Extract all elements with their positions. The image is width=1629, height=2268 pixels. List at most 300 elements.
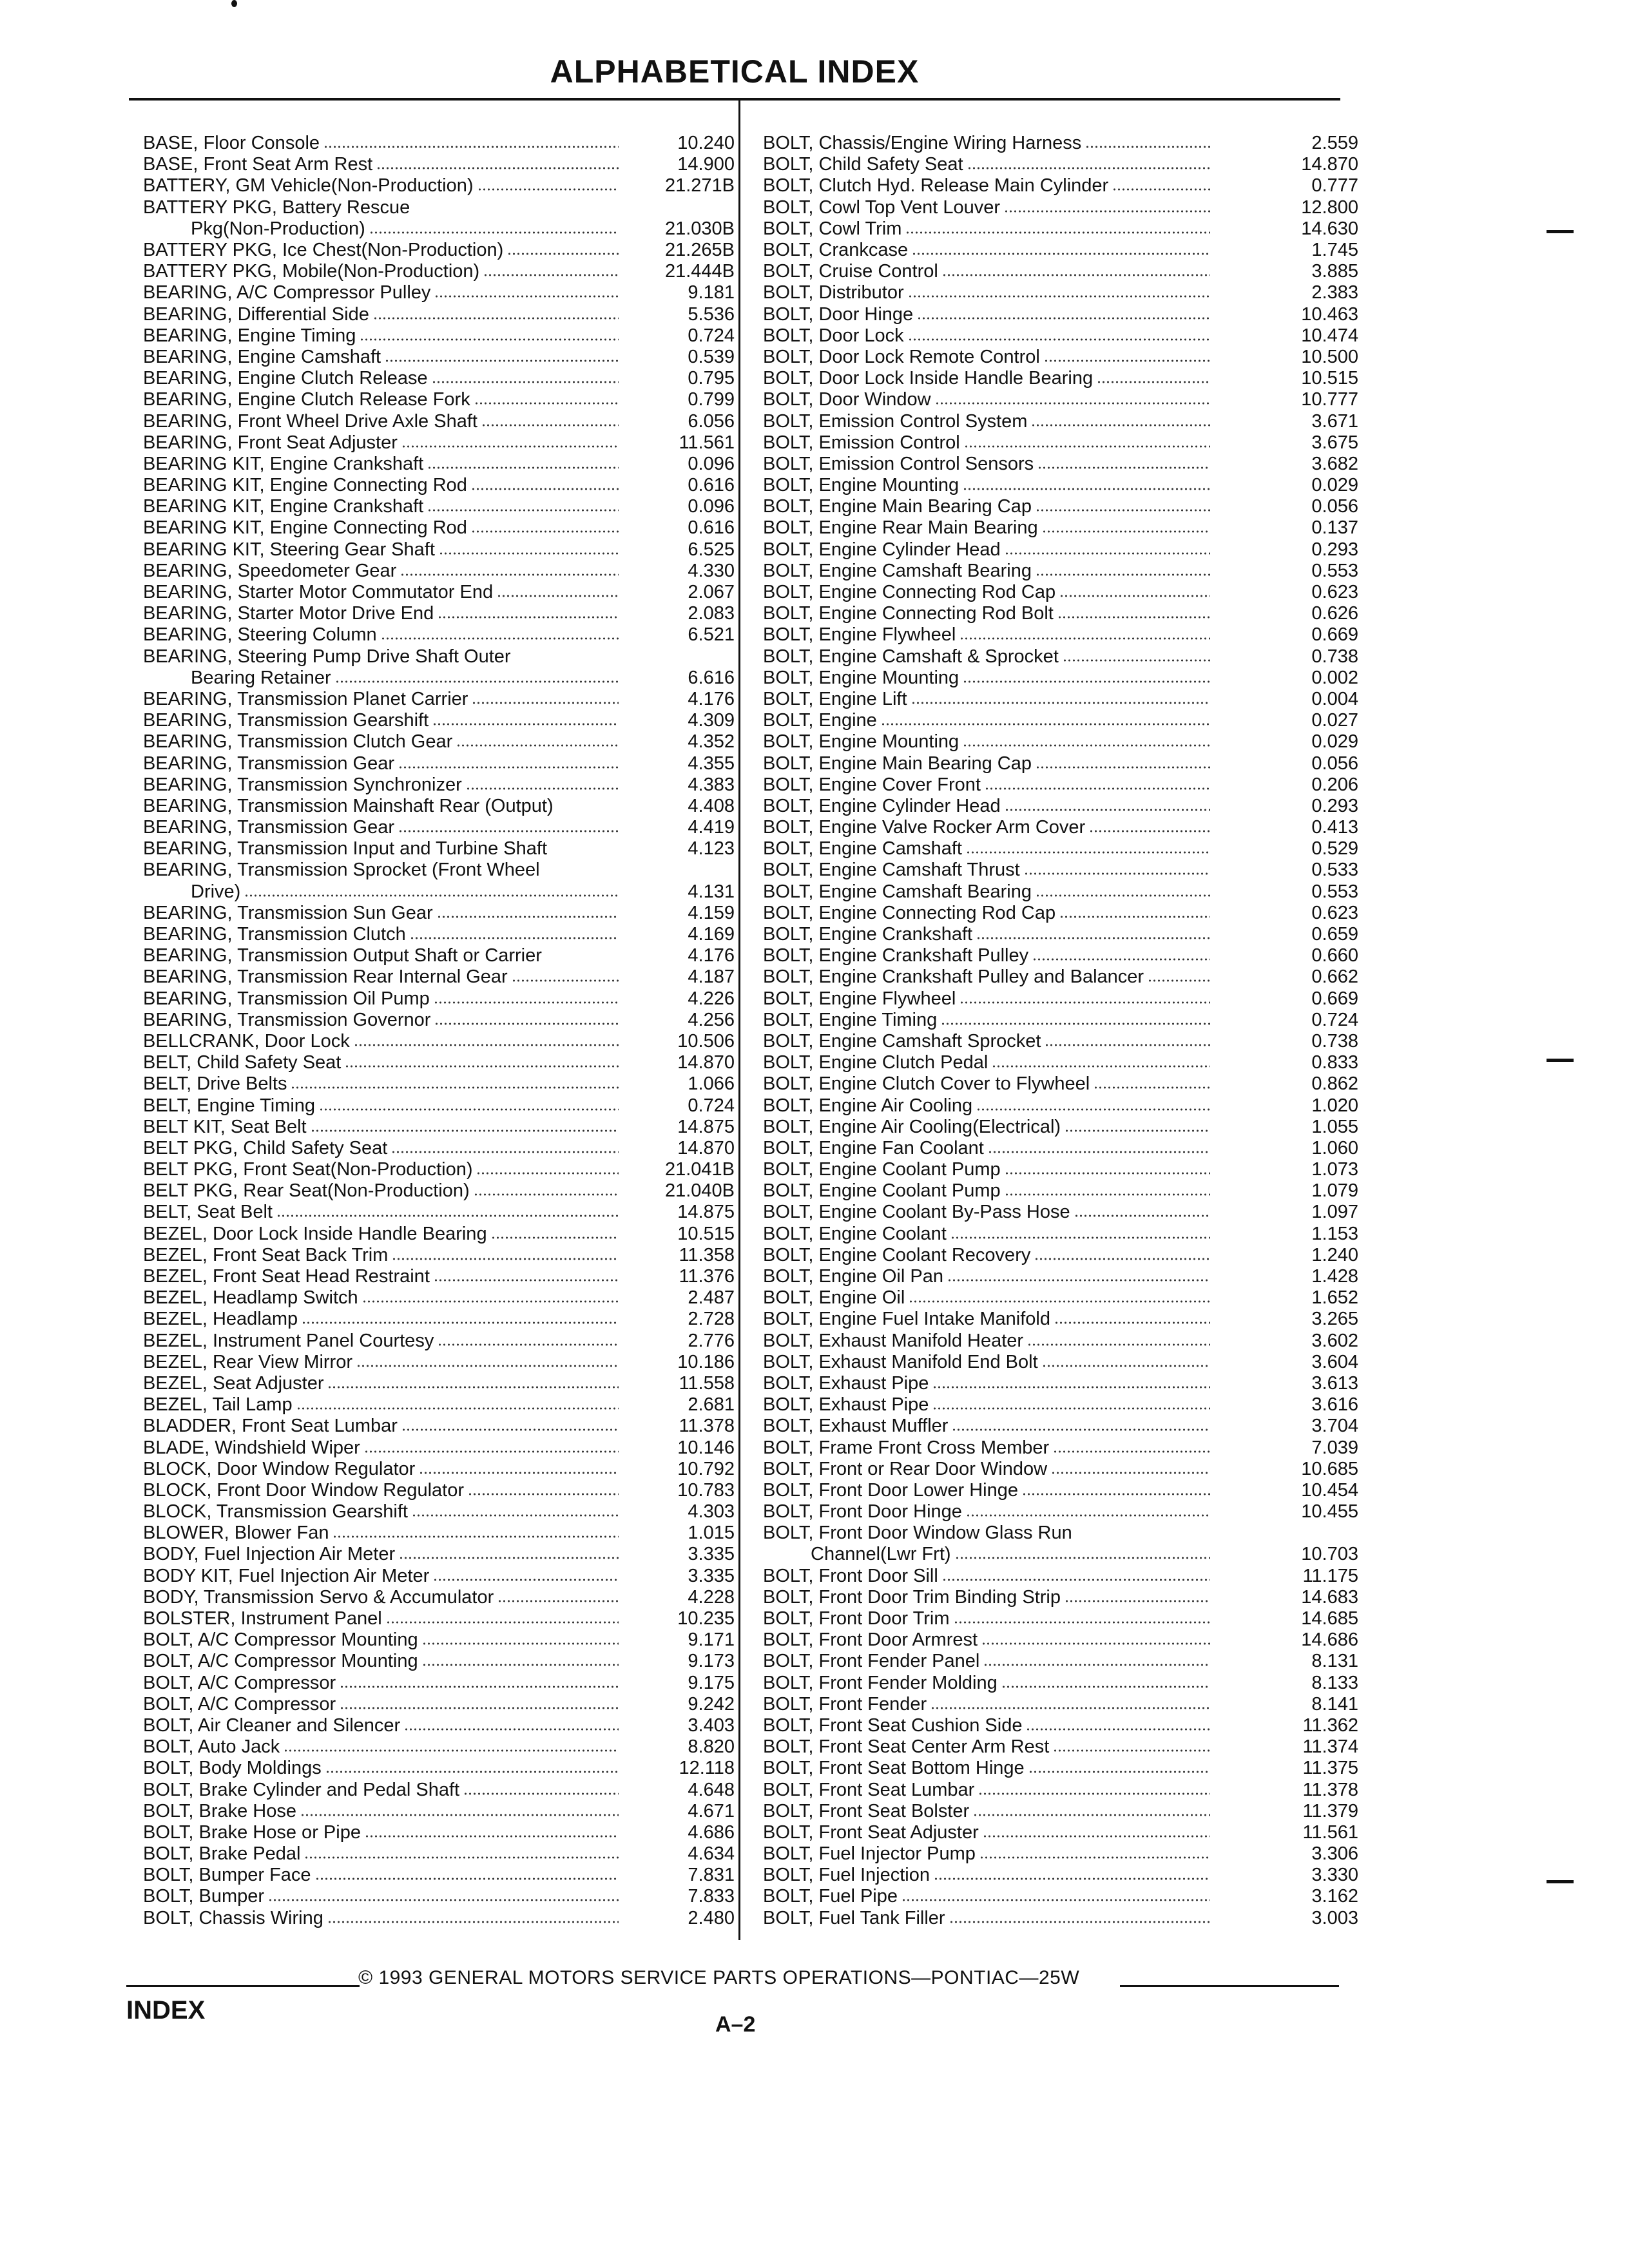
entry-reference-number: 1.015 [688, 1523, 735, 1544]
index-entry [763, 1907, 1358, 1928]
footer-rule-right [1120, 1985, 1339, 1987]
entry-description: BOLT, Engine Coolant Pump [763, 1159, 1001, 1180]
index-entry [143, 303, 735, 325]
dot-leader [472, 688, 619, 705]
index-entry [763, 1265, 1358, 1287]
entry-reference-number: 4.187 [688, 966, 735, 988]
entry-description: BOLT, Engine Camshaft & Sprocket [763, 646, 1059, 667]
index-entry [143, 260, 735, 282]
entry-reference-number: 8.820 [688, 1736, 735, 1758]
entry-description: BOLT, Chassis/Engine Wiring Harness [763, 133, 1082, 154]
index-entry [763, 1843, 1358, 1864]
index-entry [143, 581, 735, 602]
index-entry [143, 1223, 735, 1244]
entry-description: BOLT, Engine Connecting Rod Cap [763, 582, 1056, 603]
dot-leader [398, 752, 619, 769]
dot-leader [491, 1223, 619, 1240]
index-column-left [143, 132, 735, 1928]
index-entry [143, 902, 735, 923]
index-entry [763, 1778, 1358, 1800]
index-entry [143, 1458, 735, 1479]
entry-description: BOLT, Front Door Trim Binding Strip [763, 1586, 1061, 1608]
index-entry [763, 859, 1358, 880]
dot-leader [333, 1522, 619, 1539]
index-entry [143, 1372, 735, 1394]
entry-description: BEARING, Front Seat Adjuster [143, 432, 398, 453]
entry-reference-number: 21.265B [664, 240, 735, 261]
entry-reference-number: 1.055 [1311, 1116, 1358, 1137]
index-entry [143, 624, 735, 645]
dot-leader [327, 1907, 619, 1924]
index-entry [143, 752, 735, 773]
index-entry [143, 1436, 735, 1457]
entry-reference-number: 0.623 [1311, 582, 1358, 603]
dot-leader [381, 624, 619, 640]
entry-description: BOLT, Engine Oil Pan [763, 1266, 943, 1287]
entry-reference-number: 4.309 [688, 710, 735, 731]
dot-leader [912, 239, 1210, 256]
entry-reference-number: 11.358 [679, 1244, 735, 1265]
entry-reference-number: 6.056 [688, 410, 735, 432]
entry-description: BOLT, Brake Pedal [143, 1843, 301, 1865]
entry-reference-number: 2.559 [1311, 133, 1358, 154]
index-entry [763, 646, 1358, 667]
index-entry [143, 1158, 735, 1180]
entry-description: BOLT, Brake Hose [143, 1800, 297, 1821]
index-entry [763, 1308, 1358, 1329]
index-entry [143, 1522, 735, 1543]
index-entry [143, 966, 735, 987]
entry-description: BEZEL, Rear View Mirror [143, 1351, 352, 1372]
index-entry [763, 1608, 1358, 1629]
index-entry [143, 1265, 735, 1287]
index-entry [143, 453, 735, 474]
entry-description: BOLT, Door Window [763, 389, 931, 410]
entry-description: BEARING, Starter Motor Commutator End [143, 582, 494, 603]
dot-leader [983, 1821, 1210, 1838]
dot-leader [365, 1821, 619, 1838]
entry-description: BODY KIT, Fuel Injection Air Meter [143, 1565, 430, 1586]
entry-description: BEARING KIT, Engine Crankshaft [143, 453, 424, 474]
entry-description: BEARING, Transmission Planet Carrier [143, 688, 468, 709]
entry-description: BELT, Drive Belts [143, 1073, 287, 1095]
entry-description: BOLT, Engine Connecting Rod Cap [763, 902, 1056, 923]
index-entry [763, 539, 1358, 560]
entry-reference-number: 0.724 [688, 1095, 735, 1116]
index-entry [143, 1843, 735, 1864]
entry-reference-number: 3.616 [1311, 1394, 1358, 1416]
index-entry [143, 1672, 735, 1693]
entry-description: BEARING, Transmission Sprocket (Front Wheel [143, 860, 540, 881]
entry-reference-number: 21.040B [664, 1180, 735, 1202]
dot-leader [546, 945, 619, 961]
dot-leader [354, 1030, 619, 1047]
entry-description: BOLT, Engine Cylinder Head [763, 795, 1001, 816]
dot-leader [438, 602, 619, 619]
entry-description: BOLT, Emission Control Sensors [763, 453, 1034, 474]
dot-leader [557, 795, 619, 812]
entry-reference-number: 3.003 [1311, 1907, 1358, 1928]
entry-reference-number: 11.374 [1302, 1736, 1358, 1758]
dot-leader [979, 1843, 1210, 1860]
index-entry [763, 838, 1358, 859]
dot-leader [422, 1629, 619, 1646]
entry-description: BEARING, Transmission Synchronizer [143, 774, 462, 795]
entry-reference-number: 0.660 [1311, 945, 1358, 966]
index-entry [143, 1180, 735, 1201]
dot-leader [881, 709, 1210, 726]
dot-leader [412, 1501, 619, 1517]
entry-reference-number: 21.041B [664, 1159, 735, 1180]
entry-description: BOLT, Engine Lift [763, 688, 907, 709]
index-entry [763, 1800, 1358, 1821]
entry-reference-number: 0.724 [1311, 1009, 1358, 1030]
entry-reference-number: 14.685 [1301, 1608, 1358, 1629]
index-entry [763, 1351, 1358, 1372]
dot-leader [1042, 517, 1210, 533]
index-entry [763, 966, 1358, 987]
dot-leader [327, 1372, 619, 1389]
index-entry [143, 859, 735, 880]
entry-reference-number: 0.724 [688, 325, 735, 346]
entry-description: BASE, Floor Console [143, 133, 320, 154]
entry-description: BOLT, Engine Oil [763, 1287, 905, 1309]
index-entry [763, 731, 1358, 752]
entry-description: Pkg(Non-Production) [191, 218, 365, 239]
dot-leader [335, 667, 619, 684]
index-entry [763, 1394, 1358, 1415]
index-entry [763, 1372, 1358, 1394]
dot-leader [1037, 453, 1210, 470]
index-entry [763, 1158, 1358, 1180]
entry-description: BLADE, Windshield Wiper [143, 1437, 360, 1458]
entry-reference-number: 11.379 [1302, 1800, 1358, 1821]
index-entry [763, 709, 1358, 731]
entry-description: BOLT, Door Lock Remote Control [763, 346, 1040, 367]
index-entry [143, 1650, 735, 1671]
dot-leader [404, 1715, 619, 1731]
entry-description: BEARING, Transmission Gear [143, 817, 394, 838]
index-entry [143, 602, 735, 624]
entry-reference-number: 3.306 [1311, 1843, 1358, 1865]
index-entry [143, 795, 735, 816]
entry-description: BOLT, Front Door Hinge [763, 1501, 962, 1523]
dot-leader [437, 902, 619, 919]
entry-reference-number: 10.506 [677, 1030, 735, 1052]
entry-reference-number: 1.066 [688, 1073, 735, 1095]
entry-reference-number: 0.004 [1311, 688, 1358, 709]
dot-leader [988, 1137, 1210, 1154]
entry-description: BOLT, Door Lock [763, 325, 904, 346]
dot-leader [1094, 1073, 1210, 1090]
entry-reference-number: 4.303 [688, 1501, 735, 1523]
index-entry [763, 1757, 1358, 1778]
entry-reference-number: 4.256 [688, 1009, 735, 1030]
index-entry [143, 132, 735, 153]
dot-leader [483, 260, 619, 277]
dot-leader [551, 838, 619, 854]
entry-reference-number: 10.515 [1301, 368, 1358, 389]
index-entry [763, 132, 1358, 153]
dot-leader [386, 1608, 619, 1624]
dot-leader [1005, 1180, 1210, 1196]
page-title: ALPHABETICAL INDEX [550, 53, 920, 90]
entry-description: BOLT, A/C Compressor [143, 1693, 336, 1715]
entry-reference-number: 7.039 [1311, 1437, 1358, 1458]
entry-reference-number: 3.613 [1311, 1372, 1358, 1394]
entry-description: BELT PKG, Rear Seat(Non-Production) [143, 1180, 470, 1202]
entry-description: BOLT, Engine Camshaft Thrust [763, 860, 1020, 881]
entry-description: BOLT, Fuel Injection [763, 1865, 930, 1886]
column-divider [738, 101, 740, 1940]
dot-leader [1059, 581, 1210, 598]
index-entry [763, 1030, 1358, 1052]
dot-leader [410, 923, 619, 940]
entry-reference-number: 4.176 [688, 945, 735, 966]
dot-leader [296, 1394, 619, 1410]
index-entry [143, 774, 735, 795]
dot-leader [434, 1009, 619, 1026]
index-entry [143, 1009, 735, 1030]
dot-leader [323, 132, 619, 149]
entry-description: BEARING KIT, Steering Gear Shaft [143, 539, 435, 560]
entry-description: BOLT, Engine Cylinder Head [763, 539, 1001, 560]
entry-description: BASE, Front Seat Arm Rest [143, 154, 373, 175]
entry-description: BOLT, Air Cleaner and Silencer [143, 1715, 401, 1736]
scan-speck [231, 0, 237, 7]
entry-description: BOLT, Front Door Lower Hinge [763, 1479, 1018, 1501]
entry-description: BOLT, Engine Connecting Rod Bolt [763, 603, 1054, 624]
entry-reference-number: 7.833 [688, 1886, 735, 1907]
dot-leader [1059, 902, 1210, 919]
dot-leader [949, 1907, 1210, 1924]
entry-reference-number: 3.671 [1311, 410, 1358, 432]
entry-reference-number: 0.029 [1311, 731, 1358, 753]
dot-leader [959, 624, 1210, 640]
index-entry [763, 1330, 1358, 1351]
entry-description: BELT PKG, Child Safety Seat [143, 1137, 388, 1158]
index-entry [143, 1116, 735, 1137]
dot-leader [392, 1244, 619, 1261]
index-entry [143, 731, 735, 752]
dot-leader [932, 1372, 1210, 1389]
entry-description: BOLT, Front Seat Cushion Side [763, 1715, 1023, 1736]
index-entry [143, 1821, 735, 1843]
entry-description: BOLT, Engine Flywheel [763, 624, 956, 646]
dot-leader [901, 1885, 1210, 1902]
index-entry [143, 218, 735, 239]
dot-leader [391, 1137, 619, 1154]
index-entry [143, 560, 735, 581]
index-entry [763, 1052, 1358, 1073]
entry-description: BEARING KIT, Engine Connecting Rod [143, 475, 467, 496]
dot-leader [476, 1158, 619, 1175]
dot-leader [1063, 646, 1210, 662]
entry-reference-number: 9.175 [688, 1672, 735, 1693]
header-rule [129, 98, 1340, 101]
dot-leader [908, 325, 1210, 341]
dot-leader [934, 1864, 1210, 1881]
index-entry [763, 624, 1358, 645]
index-entry [143, 325, 735, 346]
entry-description: BOLT, Engine Clutch Pedal [763, 1052, 988, 1073]
index-entry [143, 923, 735, 945]
entry-reference-number: 0.862 [1311, 1073, 1358, 1095]
entry-reference-number: 0.623 [1311, 902, 1358, 923]
entry-description: BOLT, Exhaust Manifold Heater [763, 1330, 1024, 1351]
entry-reference-number: 1.153 [1311, 1223, 1358, 1244]
entry-description: BOLT, Exhaust Pipe [763, 1372, 929, 1394]
index-entry [763, 495, 1358, 517]
index-entry [143, 239, 735, 260]
entry-description: BOLT, Engine Fuel Intake Manifold [763, 1309, 1050, 1330]
dot-leader [427, 495, 619, 512]
dot-leader [1036, 752, 1210, 769]
index-entry [763, 945, 1358, 966]
dot-leader [512, 966, 619, 983]
index-entry [143, 945, 735, 966]
entry-reference-number: 10.777 [1301, 389, 1358, 410]
index-entry [763, 1501, 1358, 1522]
dot-leader [244, 881, 619, 898]
index-entry [143, 1907, 735, 1928]
entry-description: BEZEL, Tail Lamp [143, 1394, 293, 1416]
index-entry [143, 539, 735, 560]
entry-reference-number: 3.682 [1311, 453, 1358, 474]
dot-leader [978, 1778, 1210, 1795]
index-entry [143, 1287, 735, 1308]
index-entry [763, 367, 1358, 389]
dot-leader [481, 410, 619, 427]
entry-description: BEARING, Steering Pump Drive Shaft Outer [143, 646, 511, 667]
entry-description: BOLT, Front Seat Bottom Hinge [763, 1758, 1025, 1779]
entry-reference-number: 4.383 [688, 774, 735, 795]
entry-description: BLADDER, Front Seat Lumbar [143, 1416, 398, 1437]
dot-leader [373, 303, 619, 320]
dot-leader [909, 1287, 1210, 1303]
dot-leader [438, 1330, 619, 1347]
entry-description: Bearing Retainer [191, 667, 331, 688]
dot-leader [456, 731, 619, 747]
entry-reference-number: 3.403 [688, 1715, 735, 1736]
entry-reference-number: 1.428 [1311, 1266, 1358, 1287]
entry-reference-number: 21.271B [664, 175, 735, 197]
entry-description: BODY, Transmission Servo & Accumulator [143, 1586, 494, 1608]
index-entry [763, 1821, 1358, 1843]
entry-reference-number: 10.783 [677, 1479, 735, 1501]
dot-leader [985, 774, 1210, 791]
dot-leader [1027, 1330, 1210, 1347]
dot-leader [1026, 1715, 1210, 1731]
entry-description: BEARING, Transmission Sun Gear [143, 902, 433, 923]
entry-description: BOLT, Cowl Trim [763, 218, 902, 239]
entry-reference-number: 12.800 [1301, 197, 1358, 218]
entry-description: BOLT, Engine Mounting [763, 475, 959, 496]
dot-leader [291, 1073, 619, 1090]
entry-reference-number: 10.685 [1301, 1458, 1358, 1479]
entry-description: BODY, Fuel Injection Air Meter [143, 1544, 396, 1565]
entry-description: BATTERY PKG, Ice Chest(Non-Production) [143, 240, 504, 261]
entry-description: BOLT, Front Seat Center Arm Rest [763, 1736, 1050, 1758]
entry-description: BOLT, Engine Timing [763, 1009, 938, 1030]
entry-description: BOLT, Auto Jack [143, 1736, 280, 1758]
entry-description: BOLT, Engine Fan Coolant [763, 1137, 984, 1158]
dot-leader [1065, 1116, 1210, 1133]
entry-reference-number: 10.146 [677, 1437, 735, 1458]
index-entry [143, 175, 735, 196]
index-entry [763, 774, 1358, 795]
entry-reference-number: 0.137 [1311, 517, 1358, 539]
dot-leader [439, 539, 619, 555]
dot-leader [304, 1843, 619, 1860]
entry-description: BOLT, Engine Coolant [763, 1223, 947, 1244]
entry-description: BOLT, Front Door Trim [763, 1608, 950, 1629]
entry-reference-number: 4.169 [688, 924, 735, 945]
entry-reference-number: 1.652 [1311, 1287, 1358, 1309]
entry-reference-number: 4.686 [688, 1821, 735, 1843]
entry-description: BOLT, Engine Crankshaft Pulley [763, 945, 1029, 966]
index-column-right [763, 132, 1358, 1928]
entry-reference-number: 0.553 [1311, 560, 1358, 581]
dot-leader [1024, 859, 1210, 876]
entry-description: BOLT, Clutch Hyd. Release Main Cylinder [763, 175, 1109, 197]
dot-leader [1036, 495, 1210, 512]
entry-description: BOLT, A/C Compressor [143, 1672, 336, 1693]
dot-leader [1097, 367, 1210, 384]
dot-leader [474, 1180, 619, 1196]
entry-reference-number: 4.408 [688, 795, 735, 816]
index-entry [143, 1137, 735, 1158]
entry-reference-number: 4.648 [688, 1779, 735, 1800]
entry-reference-number: 9.171 [688, 1629, 735, 1651]
entry-description: BOLT, Cowl Top Vent Louver [763, 197, 1001, 218]
dot-leader [515, 646, 619, 662]
entry-description: BOLT, Front Seat Bolster [763, 1800, 970, 1821]
entry-reference-number: 4.226 [688, 988, 735, 1009]
dot-leader [952, 1415, 1210, 1432]
dot-leader [463, 1778, 619, 1795]
dot-leader [1112, 175, 1210, 191]
index-entry [763, 1586, 1358, 1608]
index-entry [763, 175, 1358, 196]
dot-leader [340, 1672, 619, 1689]
entry-reference-number: 0.027 [1311, 710, 1358, 731]
entry-reference-number: 10.454 [1301, 1479, 1358, 1501]
entry-description: BOLT, Child Safety Seat [763, 154, 963, 175]
entry-reference-number: 9.181 [688, 282, 735, 303]
entry-reference-number: 0.533 [1311, 860, 1358, 881]
dot-leader [1005, 1158, 1210, 1175]
index-entry [763, 1672, 1358, 1693]
entry-description: BOLT, Engine Coolant By-Pass Hose [763, 1202, 1070, 1223]
dot-leader [967, 153, 1210, 170]
index-entry [143, 1778, 735, 1800]
entry-description: BEARING, A/C Compressor Pulley [143, 282, 431, 303]
entry-reference-number: 0.738 [1311, 646, 1358, 667]
index-entry [143, 1501, 735, 1522]
entry-reference-number: 0.539 [688, 346, 735, 367]
entry-reference-number: 10.455 [1301, 1501, 1358, 1523]
index-entry [143, 667, 735, 688]
entry-reference-number: 3.335 [688, 1544, 735, 1565]
index-entry [763, 1522, 1358, 1543]
entry-description: BEARING, Steering Column [143, 624, 377, 646]
dot-leader [941, 1009, 1210, 1026]
entry-reference-number: 14.870 [1301, 154, 1358, 175]
dot-leader [1034, 1244, 1210, 1261]
entry-reference-number: 11.378 [679, 1416, 735, 1437]
entry-reference-number: 14.875 [677, 1116, 735, 1137]
